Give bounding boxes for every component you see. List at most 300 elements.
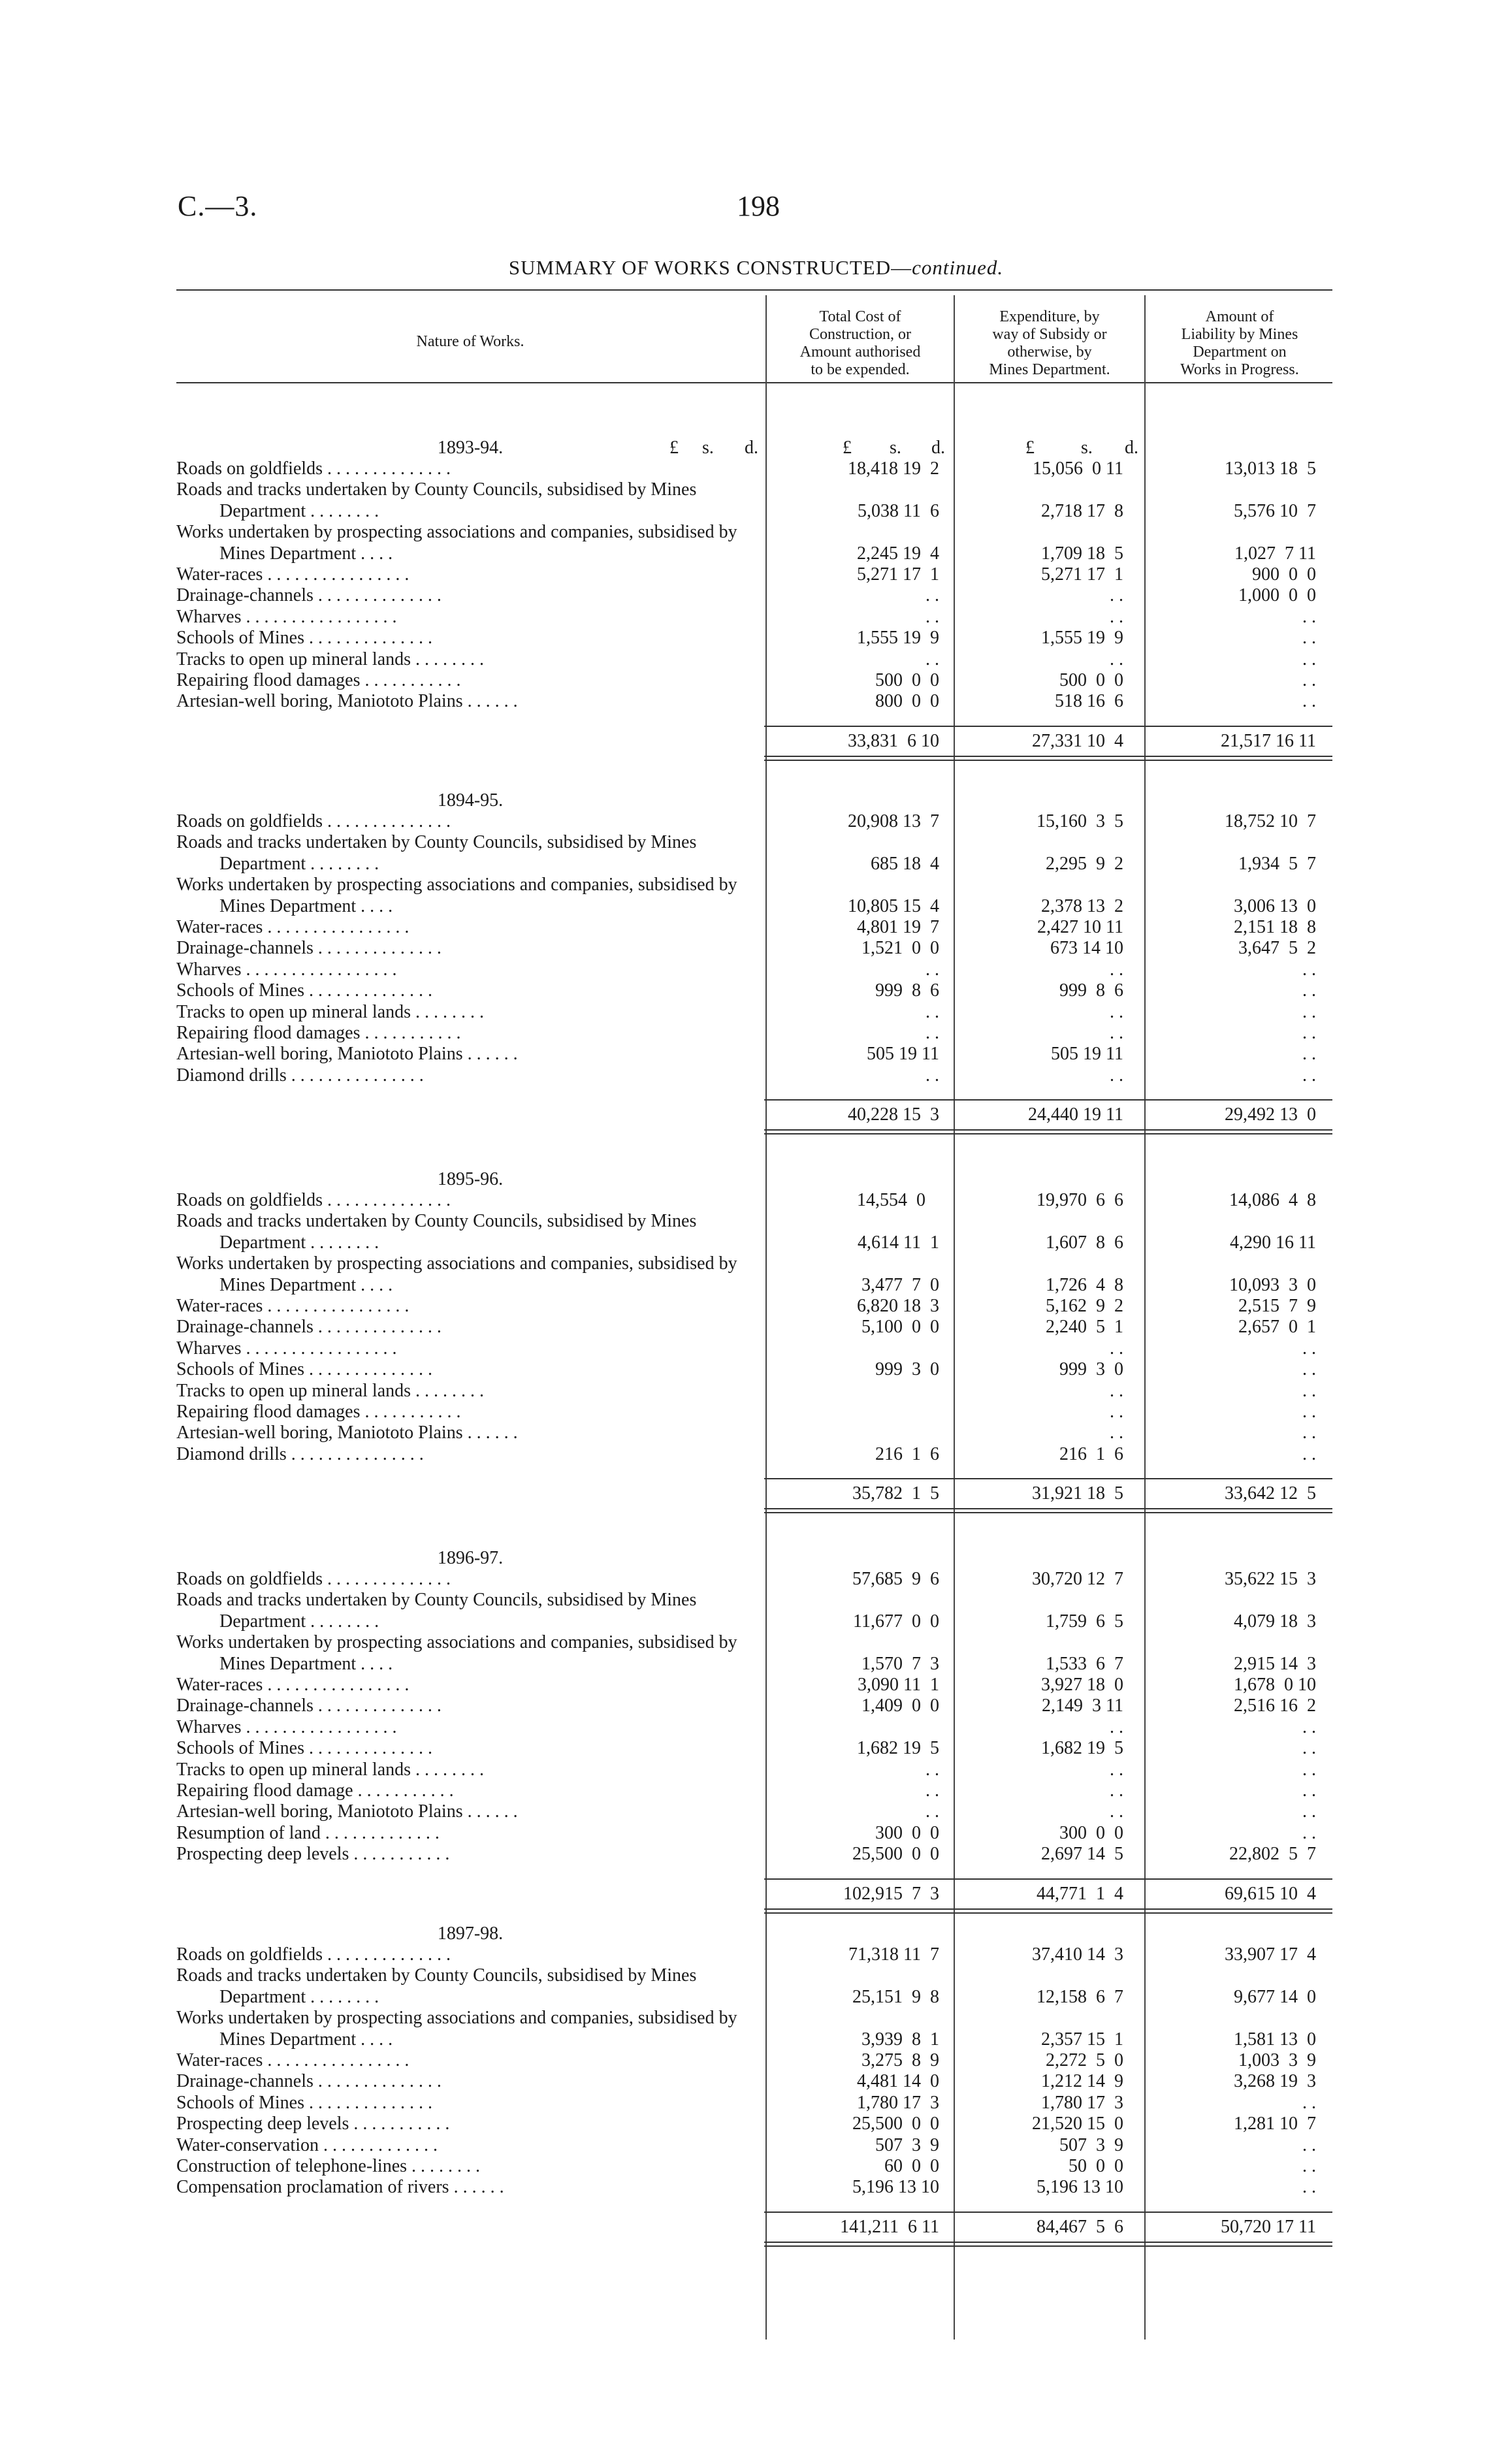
expenditure-cell: . . [1110,606,1123,627]
subtotal-rule [764,1478,1332,1479]
work-label: Construction of telephone-lines . . . . . . . . [176,2156,481,2177]
liability-cell: 2,657 0 1 [1238,1317,1316,1338]
expenditure-cell: 1,709 18 5 [1041,543,1123,564]
section-rows [176,1944,1332,2247]
liability-cell: . . [1302,1338,1316,1359]
total-cost-sum: 141,211 6 11 [840,2216,939,2237]
table-row [176,2135,1332,2156]
liability-cell: . . [1302,2177,1316,2198]
liability-cell: 22,802 5 7 [1229,1844,1316,1865]
table-row [176,649,1332,670]
expenditure-cell: 37,410 14 3 [1032,1944,1123,1965]
expenditure-cell: . . [1110,1716,1123,1737]
expenditure-sum: 44,771 1 4 [1037,1883,1123,1904]
liability-cell: 33,907 17 4 [1225,1944,1316,1965]
expenditure-cell: 2,697 14 5 [1041,1844,1123,1865]
year-heading: 1897-98. [437,1923,504,1944]
total-cost-cell: 25,500 0 0 [852,2114,939,2134]
total-cost-cell: 999 8 6 [875,980,939,1001]
total-cost-cell: 800 0 0 [875,691,939,712]
liability-cell: 1,000 0 0 [1238,585,1316,606]
totals-row [176,1884,1332,1905]
expenditure-cell: 2,378 13 2 [1041,895,1123,916]
total-double-rule [764,1508,1332,1513]
work-label: Roads and tracks undertaken by County Councils, subsidised by Mines Department . . . . . . . . [176,1590,697,1632]
liability-cell: . . [1302,1065,1316,1086]
expenditure-cell: . . [1110,1423,1123,1443]
total-cost-cell: 4,801 19 7 [857,917,939,938]
expenditure-cell: . . [1110,585,1123,606]
row-amounts [176,1023,1332,1044]
liability-cell: 18,752 10 7 [1225,811,1316,831]
column-header-line: Amount authorised [799,344,921,361]
expenditure-cell: . . [1110,1759,1123,1780]
table-row [176,1190,1332,1211]
total-cost-cell: 3,275 8 9 [861,2050,939,2071]
expenditure-sum: 84,467 5 6 [1037,2216,1123,2237]
row-amounts [176,2093,1332,2114]
expenditure-cell: 1,212 14 9 [1041,2071,1123,2092]
total-cost-cell: 300 0 0 [875,1822,939,1843]
table-row [176,1317,1332,1338]
liability-cell: . . [1302,2092,1316,2113]
total-cost-sum: 33,831 6 10 [848,730,939,751]
table-row [176,1338,1332,1359]
row-amounts [176,2114,1332,2134]
column-header-expenditure [956,308,1143,379]
row-amounts [176,1569,1332,1590]
year-heading: 1896-97. [437,1548,504,1568]
expenditure-sum: 24,440 19 11 [1028,1104,1123,1125]
expenditure-cell: . . [1110,959,1123,980]
row-amounts [176,917,1332,938]
row-amounts [176,1696,1332,1716]
work-label: Artesian-well boring, Maniototo Plains . . . . . . [176,1423,518,1443]
work-label: Repairing flood damages . . . . . . . . . . . [176,1023,461,1044]
table-row [176,1023,1332,1044]
row-amounts [176,1611,1332,1632]
table-row [176,1590,1332,1632]
liability-cell: 1,581 13 0 [1234,2029,1316,2050]
row-amounts [176,2177,1332,2198]
expenditure-cell: 15,056 0 11 [1033,458,1123,479]
work-label: Works undertaken by prospecting associations and companies, subsidised by Mines Department . . . . [176,1632,737,1674]
table-row [176,811,1332,832]
work-label: Drainage-channels . . . . . . . . . . . . . . [176,2071,442,2092]
total-cost-cell: 507 3 9 [875,2134,939,2155]
work-label: Tracks to open up mineral lands . . . . . . . . [176,1001,485,1022]
total-cost-sum: 35,782 1 5 [852,1483,939,1504]
work-label: Wharves . . . . . . . . . . . . . . . . . [176,606,397,627]
table-row [176,670,1332,691]
table-row [176,691,1332,712]
row-amounts [176,1844,1332,1865]
table-row [176,1253,1332,1296]
liability-cell: . . [1302,649,1316,669]
liability-cell: . . [1302,1443,1316,1464]
column-header-line: Mines Department. [989,361,1110,378]
table-row [176,607,1332,628]
work-label: Roads and tracks undertaken by County Councils, subsidised by Mines Department . . . . . . . . [176,1211,697,1253]
currency-unit: d. [745,438,758,458]
totals-row [176,731,1332,752]
liability-cell: . . [1302,1738,1316,1759]
liability-cell: 3,006 13 0 [1234,895,1316,916]
table-row [176,2050,1332,2071]
liability-cell: . . [1302,1801,1316,1822]
table-row [176,2114,1332,2134]
total-cost-cell: 71,318 11 7 [848,1944,939,1965]
column-header-line: Expenditure, by [999,308,1100,325]
work-label: Roads on goldfields . . . . . . . . . . . . . . [176,811,451,831]
table-row [176,2008,1332,2050]
table-row [176,1717,1332,1738]
row-amounts [176,1381,1332,1402]
table-row [176,1632,1332,1675]
table-row [176,1044,1332,1065]
currency-unit: d. [1125,438,1138,458]
liability-sum: 50,720 17 11 [1221,2216,1316,2237]
row-amounts [176,1002,1332,1023]
row-amounts [176,811,1332,832]
expenditure-cell: 2,295 9 2 [1046,853,1123,874]
table-row [176,1002,1332,1023]
expenditure-cell: . . [1110,1380,1123,1401]
liability-cell: . . [1302,1716,1316,1737]
section-rows [176,1569,1332,1914]
expenditure-cell: 999 3 0 [1059,1359,1123,1380]
row-amounts [176,691,1332,712]
work-label: Drainage-channels . . . . . . . . . . . . . . [176,585,442,606]
total-cost-cell: . . [925,1065,939,1086]
column-header-line: Amount of [1205,308,1274,325]
row-amounts [176,854,1332,875]
work-label: Drainage-channels . . . . . . . . . . . . . . [176,1696,442,1716]
work-label: Repairing flood damages . . . . . . . . . . . [176,670,461,691]
work-label: Wharves . . . . . . . . . . . . . . . . . [176,959,397,980]
total-cost-cell: 14,554 0 [857,1190,939,1210]
expenditure-cell: 12,158 6 7 [1037,1986,1123,2007]
row-amounts [176,1444,1332,1465]
currency-unit: £ [843,438,852,458]
work-label: Roads on goldfields . . . . . . . . . . . . . . [176,1569,451,1589]
total-double-rule [764,1129,1332,1134]
liability-cell: . . [1302,670,1316,691]
table-row [176,1844,1332,1865]
liability-cell: 2,151 18 8 [1234,917,1316,938]
subtotal-rule [764,2212,1332,2213]
expenditure-cell: 1,726 4 8 [1046,1274,1123,1295]
expenditure-cell: 30,720 12 7 [1032,1569,1123,1589]
total-double-rule [764,2242,1332,2247]
expenditure-cell: . . [1110,1780,1123,1801]
table-row [176,1801,1332,1822]
row-amounts [176,1654,1332,1675]
expenditure-cell: . . [1110,1801,1123,1822]
total-cost-cell: 999 3 0 [875,1359,939,1380]
expenditure-cell: . . [1110,1402,1123,1423]
liability-cell: 14,086 4 8 [1229,1190,1316,1210]
table-row [176,564,1332,585]
total-cost-cell: . . [925,1801,939,1822]
total-cost-cell: . . [925,1023,939,1044]
work-label: Roads and tracks undertaken by County Councils, subsidised by Mines Department . . . . . . . . [176,832,697,874]
expenditure-cell: 19,970 6 6 [1037,1190,1123,1210]
expenditure-cell: 21,520 15 0 [1032,2114,1123,2134]
expenditure-cell: 2,240 5 1 [1046,1317,1123,1338]
work-label: Schools of Mines . . . . . . . . . . . . . . [176,980,432,1001]
work-label: Artesian-well boring, Maniototo Plains . . . . . . [176,691,518,712]
expenditure-cell: 2,272 5 0 [1046,2050,1123,2071]
row-amounts [176,2135,1332,2156]
table-row [176,1423,1332,1443]
liability-cell: . . [1302,1822,1316,1843]
expenditure-cell: 673 14 10 [1050,938,1123,959]
liability-cell: 35,622 15 3 [1225,1569,1316,1589]
table-row [176,1944,1332,1965]
expenditure-cell: 505 19 11 [1051,1044,1123,1065]
table-row [176,1381,1332,1402]
work-label: Schools of Mines . . . . . . . . . . . . . . [176,628,432,649]
expenditure-cell: . . [1110,1001,1123,1022]
row-amounts [176,2050,1332,2071]
work-label: Works undertaken by prospecting associations and companies, subsidised by Mines Department . . . . [176,875,737,916]
work-label: Roads on goldfields . . . . . . . . . . . . . . [176,1190,451,1210]
total-double-rule [764,756,1332,761]
total-cost-cell: 4,614 11 1 [858,1232,939,1253]
work-label: Prospecting deep levels . . . . . . . . . . . [176,2114,450,2134]
total-cost-cell: 20,908 13 7 [848,811,939,831]
row-amounts [176,564,1332,585]
total-cost-cell: 10,805 15 4 [848,895,939,916]
table-row [176,2177,1332,2198]
section-rows [176,811,1332,1134]
liability-cell: . . [1302,980,1316,1001]
row-amounts [176,2071,1332,2092]
total-cost-cell: 1,682 19 5 [857,1738,939,1759]
expenditure-cell: 3,927 18 0 [1041,1675,1123,1696]
total-cost-cell: 505 19 11 [867,1044,939,1065]
liability-cell: 2,915 14 3 [1234,1653,1316,1674]
work-label: Roads and tracks undertaken by County Councils, subsidised by Mines Department . . . . . . . . [176,1965,697,2007]
row-amounts [176,1190,1332,1211]
table-row [176,980,1332,1001]
work-label: Works undertaken by prospecting associations and companies, subsidised by Mines Department . . . . [176,1253,737,1295]
total-cost-cell: 3,477 7 0 [861,1274,939,1295]
column-header-line: otherwise, by [1007,344,1092,361]
total-cost-cell: . . [925,1759,939,1780]
liability-cell: 900 0 0 [1252,564,1316,585]
table-row [176,1780,1332,1801]
total-cost-cell: . . [925,1001,939,1022]
total-cost-cell: 57,685 9 6 [852,1569,939,1589]
expenditure-cell: 50 0 0 [1069,2156,1123,2177]
liability-cell: 5,576 10 7 [1234,500,1316,521]
row-amounts [176,1738,1332,1759]
column-header-line: Total Cost of [819,308,901,325]
total-cost-cell: 500 0 0 [875,670,939,691]
column-header-line: to be expended. [811,361,910,378]
row-amounts [176,959,1332,980]
liability-cell: 1,003 3 9 [1238,2050,1316,2071]
work-label: Drainage-channels . . . . . . . . . . . . . . [176,938,442,959]
table-row [176,2071,1332,2092]
total-cost-cell: 25,500 0 0 [852,1844,939,1865]
row-amounts [176,607,1332,628]
table-row [176,1211,1332,1253]
total-cost-cell: . . [925,649,939,669]
total-cost-cell: 685 18 4 [871,853,939,874]
table-row [176,479,1332,522]
column-header-line: Works in Progress. [1180,361,1299,378]
currency-unit: £ [669,438,679,458]
expenditure-cell: . . [1110,1065,1123,1086]
subtotal-rule [764,1878,1332,1880]
total-cost-cell: 1,570 7 3 [861,1653,939,1674]
column-header-total [768,308,952,379]
row-amounts [176,1823,1332,1844]
total-cost-cell: 4,481 14 0 [857,2071,939,2092]
work-label: Resumption of land . . . . . . . . . . . . . [176,1822,440,1843]
work-label: Roads on goldfields . . . . . . . . . . . . . . [176,458,451,479]
table-row [176,1359,1332,1380]
row-amounts [176,543,1332,564]
work-label: Compensation proclamation of rivers . . . . . . [176,2177,504,2198]
row-amounts [176,458,1332,479]
row-amounts [176,2156,1332,2177]
title-suffix: continued. [912,256,1004,279]
totals-row [176,2217,1332,2238]
expenditure-cell: 507 3 9 [1059,2134,1123,2155]
table-row [176,832,1332,875]
expenditure-cell: 300 0 0 [1059,1822,1123,1843]
row-amounts [176,1044,1332,1065]
expenditure-cell: . . [1110,649,1123,669]
liability-cell: 3,647 5 2 [1238,938,1316,959]
total-cost-cell: 18,418 19 2 [848,458,939,479]
expenditure-cell: . . [1110,1338,1123,1359]
work-label: Artesian-well boring, Maniototo Plains . . . . . . [176,1801,518,1822]
work-label: Wharves . . . . . . . . . . . . . . . . . [176,1716,397,1737]
expenditure-cell: 1,682 19 5 [1041,1738,1123,1759]
table-row [176,1738,1332,1759]
work-label: Drainage-channels . . . . . . . . . . . . . . [176,1317,442,1338]
liability-cell: . . [1302,1402,1316,1423]
liability-cell: . . [1302,1780,1316,1801]
liability-cell: 1,281 10 7 [1234,2114,1316,2134]
row-amounts [176,938,1332,959]
table-row [176,917,1332,938]
title-main: SUMMARY OF WORKS CONSTRUCTED— [508,256,912,279]
year-heading: 1893-94. [437,438,504,458]
expenditure-cell: 5,271 17 1 [1041,564,1123,585]
liability-cell: . . [1302,1380,1316,1401]
total-cost-cell: 1,780 17 3 [857,2092,939,2113]
work-label: Tracks to open up mineral lands . . . . . . . . [176,1380,485,1401]
currency-unit: d. [931,438,945,458]
row-amounts [176,1317,1332,1338]
work-label: Prospecting deep levels . . . . . . . . . . . [176,1844,450,1865]
row-amounts [176,1359,1332,1380]
liability-cell: 1,027 7 11 [1234,543,1316,564]
expenditure-cell: 216 1 6 [1059,1443,1123,1464]
total-cost-cell: 1,409 0 0 [861,1696,939,1716]
row-amounts [176,896,1332,917]
work-label: Roads and tracks undertaken by County Councils, subsidised by Mines Department . . . . . . . . [176,479,697,521]
column-header-liability [1147,308,1332,379]
table-row [176,1696,1332,1716]
table-row [176,585,1332,606]
expenditure-cell: 2,718 17 8 [1041,500,1123,521]
row-amounts [176,1987,1332,2008]
column-header-nature [176,333,764,351]
liability-cell: . . [1302,606,1316,627]
section-rows [176,1190,1332,1513]
liability-cell: 4,290 16 11 [1230,1232,1316,1253]
table-row [176,1760,1332,1780]
liability-cell: 2,515 7 9 [1238,1296,1316,1317]
work-label: Artesian-well boring, Maniototo Plains . . . . . . [176,1044,518,1065]
subtotal-rule [764,726,1332,727]
subtotal-rule [764,1099,1332,1101]
row-amounts [176,1065,1332,1086]
page-title [0,256,1512,280]
row-amounts [176,1801,1332,1822]
row-amounts [176,1402,1332,1423]
row-amounts [176,1717,1332,1738]
year-heading: 1894-95. [437,790,504,811]
liability-cell: . . [1302,1759,1316,1780]
liability-cell: 10,093 3 0 [1229,1274,1316,1295]
liability-sum: 29,492 13 0 [1225,1104,1316,1125]
table-row [176,1823,1332,1844]
total-cost-cell: 5,100 0 0 [861,1317,939,1338]
table-row [176,875,1332,917]
liability-cell: . . [1302,1044,1316,1065]
table-row [176,1569,1332,1590]
liability-cell: . . [1302,1423,1316,1443]
table-row [176,1065,1332,1086]
total-double-rule [764,1908,1332,1914]
column-header-line: way of Subsidy or [992,326,1107,343]
work-label: Water-races . . . . . . . . . . . . . . . . [176,1296,410,1317]
expenditure-cell: 1,607 8 6 [1046,1232,1123,1253]
table-row [176,458,1332,479]
liability-cell: 2,516 16 2 [1234,1696,1316,1716]
work-label: Repairing flood damages . . . . . . . . . . . [176,1402,461,1423]
expenditure-cell: 518 16 6 [1055,691,1123,712]
total-cost-cell: 3,939 8 1 [861,2029,939,2050]
row-amounts [176,1296,1332,1317]
row-amounts [176,980,1332,1001]
column-header-line: Construction, or [809,326,911,343]
total-cost-cell: . . [925,1780,939,1801]
expenditure-cell: 500 0 0 [1059,670,1123,691]
total-cost-sum: 40,228 15 3 [848,1104,939,1125]
liability-cell: . . [1302,691,1316,712]
totals-row [176,1104,1332,1125]
work-label: Tracks to open up mineral lands . . . . . . . . [176,1759,485,1780]
row-amounts [176,649,1332,670]
work-label: Water-conservation . . . . . . . . . . . . . [176,2134,438,2155]
liability-cell: . . [1302,628,1316,649]
work-label: Roads on goldfields . . . . . . . . . . . . . . [176,1944,451,1965]
row-amounts [176,501,1332,522]
liability-cell: . . [1302,959,1316,980]
table-row [176,2156,1332,2177]
total-cost-cell: 5,038 11 6 [858,500,939,521]
total-cost-cell: 5,196 13 10 [852,2177,939,2198]
